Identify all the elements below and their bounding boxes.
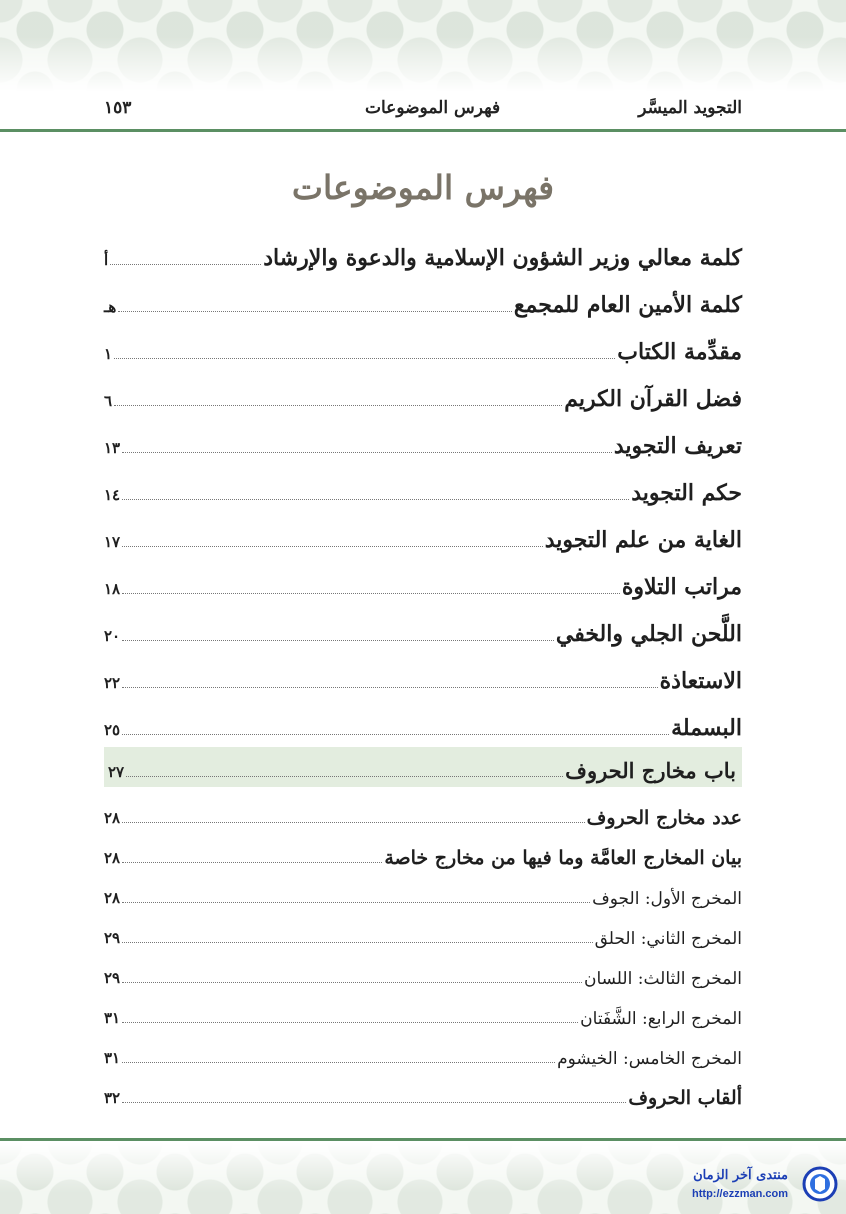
toc-entry-label: المخرج الخامس: الخيشوم: [557, 1049, 742, 1069]
dot-leader: [110, 264, 261, 265]
toc-entry[interactable]: [104, 911, 742, 951]
toc-entry-page: ١٧: [104, 533, 121, 551]
toc-entry[interactable]: [104, 414, 742, 461]
toc-entry-page: ٣١: [104, 1009, 121, 1027]
table-of-contents: [104, 226, 742, 1111]
dot-leader: [122, 452, 612, 453]
toc-entry-label: فضل القرآن الكريم: [564, 386, 742, 412]
toc-entry[interactable]: [104, 226, 742, 273]
page-title: فهرس الموضوعات: [291, 168, 555, 207]
toc-chapter-entry[interactable]: [104, 747, 742, 787]
watermark-url[interactable]: http://ezzman.com: [692, 1188, 788, 1200]
toc-entry-label: مراتب التلاوة: [621, 574, 742, 600]
toc-entry-page: ٢٨: [104, 849, 121, 867]
toc-entry-label: بيان المخارج العامَّة وما فيها من مخارج خاصة: [384, 847, 742, 869]
header-section-title: فهرس الموضوعات: [365, 98, 501, 118]
dot-leader: [122, 499, 629, 500]
toc-entry-page: ١٤: [104, 486, 121, 504]
toc-entry[interactable]: [104, 649, 742, 696]
toc-entry[interactable]: [104, 555, 742, 602]
toc-entry[interactable]: [104, 273, 742, 320]
toc-entry[interactable]: [104, 791, 742, 831]
toc-entry-label: باب مخارج الحروف: [565, 758, 736, 783]
toc-entry[interactable]: [104, 871, 742, 911]
toc-entry[interactable]: [104, 508, 742, 555]
toc-entry-label: ألقاب الحروف: [628, 1087, 742, 1109]
dot-leader: [122, 1022, 578, 1023]
watermark-name: منتدى آخر الزمان: [693, 1168, 788, 1183]
footer-rule: [0, 1138, 846, 1141]
toc-entry-label: الاستعاذة: [659, 668, 742, 694]
toc-entry-page: هـ: [104, 298, 117, 316]
dot-leader: [114, 358, 615, 359]
toc-entry-page: ٣٢: [104, 1089, 121, 1107]
toc-entry-page: أ: [104, 251, 109, 269]
dot-leader: [122, 593, 620, 594]
dot-leader: [126, 776, 563, 777]
toc-entry-label: المخرج الثاني: الحلق: [594, 929, 742, 949]
toc-entry-page: ٢٢: [104, 674, 121, 692]
toc-entry-label: المخرج الرابع: الشَّفَتان: [580, 1009, 742, 1029]
toc-entry-label: مقدِّمة الكتاب: [617, 339, 742, 365]
toc-entry-label: الغاية من علم التجويد: [544, 527, 742, 553]
dot-leader: [122, 546, 543, 547]
toc-entry-page: ٢٩: [104, 969, 121, 987]
toc-entry-label: المخرج الأول: الجوف: [592, 889, 742, 909]
watermark-badge[interactable]: [664, 1166, 844, 1206]
dot-leader: [122, 1062, 555, 1063]
forum-logo-icon: [802, 1166, 838, 1202]
toc-entry-page: ١٨: [104, 580, 121, 598]
dot-leader: [118, 311, 512, 312]
dot-leader: [122, 822, 585, 823]
toc-entry-label: تعريف التجويد: [613, 433, 742, 459]
dot-leader: [122, 640, 554, 641]
toc-entry[interactable]: [104, 1071, 742, 1111]
dot-leader: [122, 942, 592, 943]
toc-entry[interactable]: [104, 991, 742, 1031]
toc-entry-label: اللَّحن الجلي والخفي: [555, 621, 742, 647]
dot-leader: [122, 734, 669, 735]
toc-entry-label: البسملة: [671, 715, 742, 741]
header-rule: [0, 129, 846, 132]
toc-entry[interactable]: [104, 951, 742, 991]
header-book-title: التجويد الميسَّر: [638, 98, 742, 118]
dot-leader: [122, 982, 582, 983]
top-ornament: [0, 0, 846, 92]
dot-leader: [114, 405, 562, 406]
toc-entry[interactable]: [104, 831, 742, 871]
toc-entry-page: ١: [104, 345, 113, 363]
toc-entry-page: ٢٥: [104, 721, 121, 739]
toc-entry-label: حكم التجويد: [631, 480, 742, 506]
dot-leader: [122, 687, 658, 688]
toc-entry[interactable]: [104, 1031, 742, 1071]
toc-entry-page: ٢٧: [108, 763, 125, 781]
toc-entry-label: كلمة الأمين العام للمجمع: [513, 292, 742, 318]
toc-entry-page: ١٣: [104, 439, 121, 457]
toc-entry-page: ٢٨: [104, 809, 121, 827]
toc-entry[interactable]: [104, 320, 742, 367]
toc-entry[interactable]: [104, 367, 742, 414]
toc-entry[interactable]: [104, 602, 742, 649]
toc-entry-page: ٦: [104, 392, 113, 410]
dot-leader: [122, 902, 590, 903]
toc-entry-label: عدد مخارج الحروف: [586, 807, 742, 829]
toc-entry-page: ٣١: [104, 1049, 121, 1067]
header-page-number: ١٥٣: [104, 98, 132, 118]
dot-leader: [122, 1102, 626, 1103]
toc-entry-label: المخرج الثالث: اللسان: [583, 969, 742, 989]
toc-entry-page: ٢٩: [104, 929, 121, 947]
toc-entry-label: كلمة معالي وزير الشؤون الإسلامية والدعوة والإرشاد: [263, 245, 742, 271]
toc-entry-page: ٢٠: [104, 627, 121, 645]
toc-entry[interactable]: [104, 696, 742, 743]
toc-entry-page: ٢٨: [104, 889, 121, 907]
toc-entry[interactable]: [104, 461, 742, 508]
running-header: [0, 92, 846, 130]
dot-leader: [122, 862, 382, 863]
